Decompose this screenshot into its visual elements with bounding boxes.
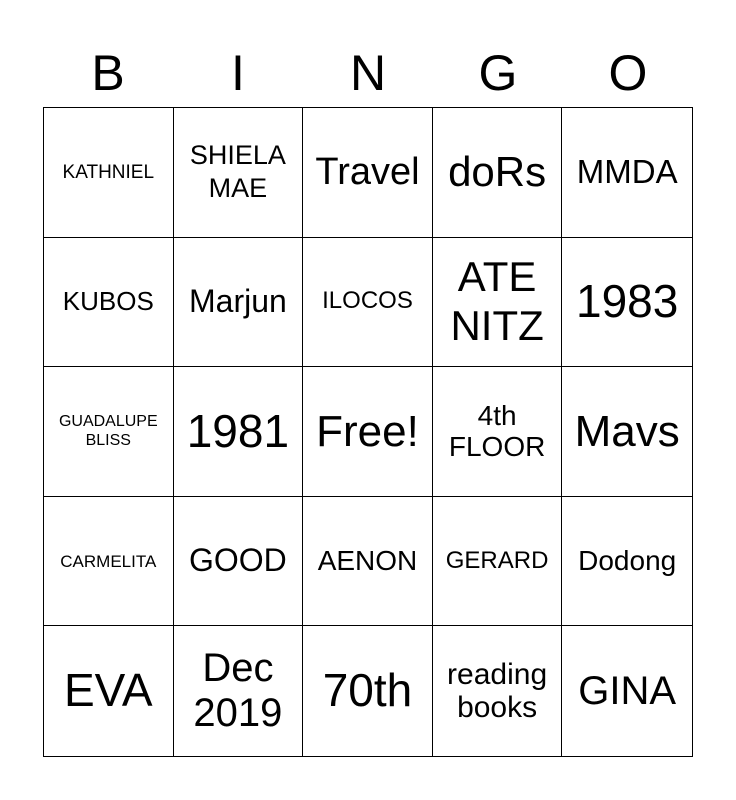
bingo-cell-r3-c4[interactable]: 4th FLOOR bbox=[433, 367, 563, 497]
bingo-cell-r5-c1[interactable]: EVA bbox=[44, 626, 174, 756]
bingo-cell-r1-c1[interactable]: KATHNIEL bbox=[44, 108, 174, 238]
bingo-cell-r4-c4[interactable]: GERARD bbox=[433, 497, 563, 627]
bingo-cell-r5-c5[interactable]: GINA bbox=[578, 668, 677, 713]
header-letter-n: N bbox=[349, 45, 387, 101]
bingo-cell-r4-c1[interactable]: CARMELITA bbox=[44, 497, 174, 627]
bingo-cell-r2-c3[interactable]: ILOCOS bbox=[303, 238, 433, 368]
bingo-cell-r4-c3[interactable]: AENON bbox=[303, 497, 433, 627]
bingo-cell-r3-c5[interactable]: Mavs bbox=[562, 367, 692, 497]
bingo-cell-r3-c1[interactable]: GUADALUPE BLISS bbox=[44, 367, 174, 497]
header-letter-i: I bbox=[231, 45, 245, 101]
bingo-cell-free-space[interactable]: Free! bbox=[303, 367, 433, 497]
bingo-cell-r1-c4[interactable]: doRs bbox=[433, 108, 563, 238]
bingo-cell-r2-c2[interactable]: Marjun bbox=[174, 238, 304, 368]
bingo-cell-r2-c1[interactable]: KUBOS bbox=[44, 238, 174, 368]
bingo-cell-r2-c4[interactable]: ATE NITZ bbox=[433, 238, 563, 368]
header-letter-o: O bbox=[608, 45, 648, 101]
bingo-cell-r4-c5[interactable]: Dodong bbox=[562, 497, 692, 627]
bingo-cell-r3-c2[interactable]: 1981 bbox=[174, 367, 304, 497]
bingo-board bbox=[43, 107, 693, 757]
bingo-cell-r5-c2[interactable]: Dec 2019 bbox=[174, 626, 304, 756]
bingo-cell-r5-c3[interactable]: 70th bbox=[303, 626, 433, 756]
bingo-cell-r5-c4[interactable]: reading books bbox=[433, 626, 563, 756]
header-letter-b: B bbox=[91, 45, 125, 101]
bingo-cell-r1-c3[interactable]: Travel bbox=[303, 108, 433, 238]
bingo-cell-r1-c5[interactable]: MMDA bbox=[562, 108, 692, 238]
bingo-cell-r2-c5[interactable]: 1983 bbox=[562, 238, 692, 368]
bingo-cell-r1-c2[interactable]: SHIELA MAE bbox=[174, 108, 304, 238]
header-letter-g: G bbox=[478, 45, 518, 101]
bingo-header bbox=[43, 38, 693, 108]
bingo-cell-r4-c2[interactable]: GOOD bbox=[174, 497, 304, 627]
